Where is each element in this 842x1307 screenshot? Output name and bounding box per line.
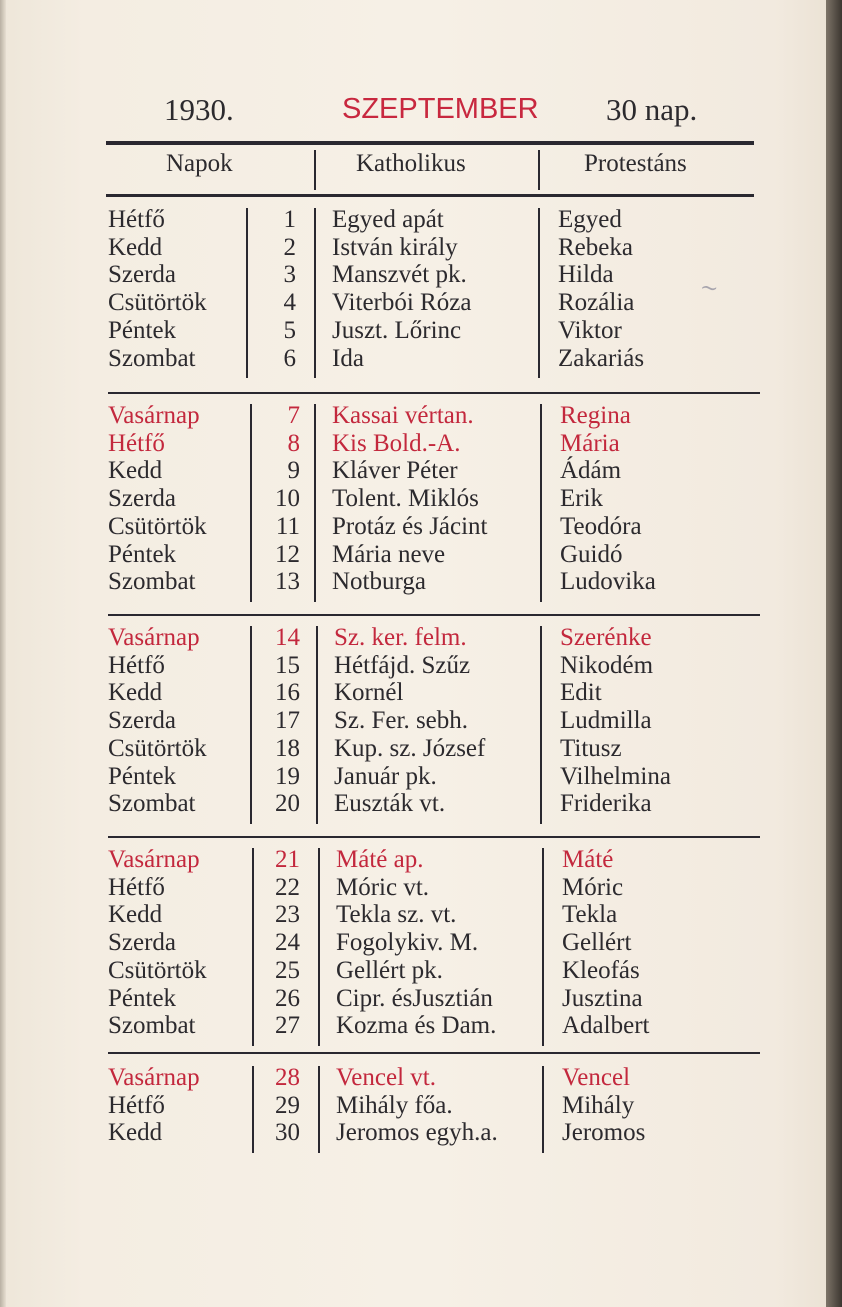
calendar-row [0, 707, 842, 735]
calendar-row [0, 1012, 842, 1040]
weekday-name: Csütörtök [108, 512, 207, 540]
protestant-name-day: Zakariás [558, 344, 645, 372]
catholic-name-day: Kláver Péter [332, 457, 458, 485]
protestant-name-day: Erik [560, 485, 604, 513]
day-number-divider [250, 626, 252, 824]
weekday-name: Kedd [108, 901, 163, 929]
column-divider [542, 1066, 544, 1153]
weekday-name: Szerda [108, 261, 177, 289]
day-number: 21 [275, 846, 300, 873]
protestant-name-day: Rozália [558, 289, 635, 317]
protestant-name-day: Máté [562, 846, 614, 873]
day-number: 7 [287, 402, 300, 429]
calendar-row [0, 457, 842, 485]
day-number: 15 [275, 651, 300, 679]
day-number: 8 [287, 429, 300, 457]
column-divider [540, 626, 542, 824]
catholic-name-day: Móric vt. [336, 873, 430, 901]
calendar-row [0, 345, 842, 373]
calendar-row [0, 1092, 842, 1120]
column-divider [542, 848, 544, 1046]
weekday-name: Kedd [108, 1119, 163, 1147]
protestant-name-day: Adalbert [562, 1012, 650, 1040]
catholic-name-day: Sz. Fer. sebh. [334, 707, 469, 735]
protestant-name-day: Ludmilla [560, 707, 652, 735]
protestant-name-day: Ádám [560, 457, 622, 485]
weekday-name: Szombat [108, 790, 196, 818]
calendar-row [0, 985, 842, 1013]
weekday-name: Hétfő [108, 429, 165, 457]
weekday-name: Szombat [108, 568, 196, 596]
day-number: 9 [287, 457, 300, 485]
protestant-name-day: Szerénke [560, 624, 652, 651]
day-number: 25 [275, 956, 300, 984]
column-divider [314, 208, 316, 378]
weekday-name: Hétfő [108, 206, 165, 233]
month-title: SZEPTEMBER [342, 93, 539, 125]
day-number: 27 [275, 1012, 300, 1040]
day-number: 16 [275, 679, 300, 707]
protestant-name-day: Rebeka [558, 233, 633, 261]
weekday-name: Hétfő [108, 873, 165, 901]
weekday-name: Péntek [108, 316, 177, 344]
weekday-name: Hétfő [108, 651, 165, 679]
catholic-name-day: Euszták vt. [334, 790, 446, 818]
calendar-row [0, 430, 842, 458]
day-number: 26 [275, 984, 300, 1012]
protestant-name-day: Hilda [558, 261, 614, 289]
column-divider [314, 404, 316, 602]
day-number: 13 [275, 568, 300, 596]
calendar-row [0, 874, 842, 902]
column-divider [314, 150, 316, 190]
weekday-name: Szombat [108, 344, 196, 372]
catholic-name-day: Kis Bold.-A. [332, 429, 461, 457]
protestant-name-day: Viktor [558, 316, 622, 344]
weekday-name: Vasárnap [108, 624, 200, 651]
catholic-name-day: Jeromos egyh.a. [336, 1119, 498, 1147]
protestant-name-day: Jeromos [562, 1119, 646, 1147]
protestant-name-day: Friderika [560, 790, 652, 818]
weekday-name: Vasárnap [108, 1064, 200, 1091]
weekday-name: Péntek [108, 540, 177, 568]
day-number: 19 [275, 762, 300, 790]
top-rule [106, 141, 754, 145]
column-header-protestans: Protestáns [584, 150, 687, 177]
calendar-row [0, 652, 842, 680]
day-number: 12 [275, 540, 300, 568]
weekday-name: Szerda [108, 707, 177, 735]
weekday-name: Csütörtök [108, 289, 207, 317]
column-divider [538, 150, 540, 190]
day-number: 3 [283, 261, 296, 289]
catholic-name-day: Sz. ker. felm. [334, 624, 467, 651]
catholic-name-day: Cipr. ésJusztián [336, 984, 493, 1012]
calendar-row [0, 846, 842, 874]
weekday-name: Kedd [108, 679, 163, 707]
protestant-name-day: Nikodém [560, 651, 654, 679]
protestant-name-day: Vencel [562, 1064, 631, 1091]
column-header-rule [106, 194, 754, 197]
catholic-name-day: Gellért pk. [336, 956, 443, 984]
day-number: 18 [275, 734, 300, 762]
catholic-name-day: Protáz és Jácint [332, 512, 488, 540]
calendar-row [0, 679, 842, 707]
weekday-name: Vasárnap [108, 846, 200, 873]
protestant-name-day: Tekla [562, 901, 618, 929]
weekday-name: Szombat [108, 1012, 196, 1040]
catholic-name-day: Mihály főa. [336, 1091, 453, 1119]
day-number: 14 [275, 624, 300, 651]
day-number: 4 [283, 289, 296, 317]
protestant-name-day: Guidó [560, 540, 623, 568]
catholic-name-day: Tolent. Miklós [332, 485, 479, 513]
week-separator [108, 614, 760, 616]
days-count: 30 nap. [606, 92, 698, 127]
day-number: 22 [275, 873, 300, 901]
column-divider [540, 404, 542, 602]
weekday-name: Hétfő [108, 1091, 165, 1119]
calendar-row [0, 234, 842, 262]
weekday-name: Péntek [108, 762, 177, 790]
calendar-row [0, 541, 842, 569]
catholic-name-day: Tekla sz. vt. [336, 901, 457, 929]
catholic-name-day: Viterbói Róza [332, 289, 472, 317]
calendar-row [0, 485, 842, 513]
weekday-name: Kedd [108, 233, 163, 261]
weekday-name: Szerda [108, 929, 177, 957]
day-number: 23 [275, 901, 300, 929]
calendar-row [0, 624, 842, 652]
catholic-name-day: Notburga [332, 568, 426, 596]
calendar-row [0, 735, 842, 763]
protestant-name-day: Mihály [562, 1091, 635, 1119]
year-label: 1930. [164, 92, 234, 127]
catholic-name-day: István király [332, 233, 458, 261]
calendar-row [0, 901, 842, 929]
day-number: 17 [275, 707, 300, 735]
day-number: 11 [275, 512, 300, 540]
weekday-name: Vasárnap [108, 402, 200, 429]
column-header-katholikus: Katholikus [356, 150, 466, 177]
protestant-name-day: Gellért [562, 929, 632, 957]
calendar-row [0, 929, 842, 957]
weekday-name: Szerda [108, 485, 177, 513]
protestant-name-day: Titusz [560, 734, 622, 762]
day-number: 2 [283, 233, 296, 261]
protestant-name-day: Móric [562, 873, 624, 901]
catholic-name-day: Kup. sz. József [334, 734, 486, 762]
calendar-row [0, 568, 842, 596]
weekday-name: Csütörtök [108, 734, 207, 762]
protestant-name-day: Mária [560, 429, 620, 457]
day-number-divider [252, 1066, 254, 1153]
catholic-name-day: Egyed apát [332, 206, 444, 233]
day-number: 6 [283, 344, 296, 372]
day-number: 28 [275, 1064, 300, 1091]
column-divider [318, 1066, 320, 1153]
catholic-name-day: Mária neve [332, 540, 446, 568]
weekday-name: Kedd [108, 457, 163, 485]
pencil-note: ~ [698, 274, 721, 303]
catholic-name-day: Ida [332, 344, 364, 372]
calendar-row [0, 317, 842, 345]
day-number-divider [250, 404, 252, 602]
column-divider [318, 848, 320, 1046]
column-divider [538, 208, 540, 378]
catholic-name-day: Január pk. [334, 762, 437, 790]
calendar-row [0, 957, 842, 985]
calendar-row [0, 1119, 842, 1147]
day-number: 24 [275, 929, 300, 957]
catholic-name-day: Kozma és Dam. [336, 1012, 497, 1040]
weekday-name: Csütörtök [108, 956, 207, 984]
column-divider [316, 626, 318, 824]
catholic-name-day: Máté ap. [336, 846, 424, 873]
week-separator [108, 1052, 760, 1054]
calendar-row [0, 513, 842, 541]
day-number: 30 [275, 1119, 300, 1147]
catholic-name-day: Fogolykiv. M. [336, 929, 479, 957]
day-number: 20 [275, 790, 300, 818]
day-number: 29 [275, 1091, 300, 1119]
day-number: 10 [275, 485, 300, 513]
catholic-name-day: Vencel vt. [336, 1064, 436, 1091]
calendar-row [0, 206, 842, 234]
day-number-divider [246, 208, 248, 378]
protestant-name-day: Kleofás [562, 956, 640, 984]
day-number: 5 [283, 316, 296, 344]
calendar-row [0, 790, 842, 818]
day-number-divider [252, 848, 254, 1046]
catholic-name-day: Kornél [334, 679, 404, 707]
calendar-header [0, 92, 842, 132]
protestant-name-day: Ludovika [560, 568, 656, 596]
protestant-name-day: Edit [560, 679, 602, 707]
weekday-name: Péntek [108, 984, 177, 1012]
week-separator [108, 392, 760, 394]
protestant-name-day: Teodóra [560, 512, 642, 540]
protestant-name-day: Jusztina [562, 984, 643, 1012]
day-number: 1 [283, 206, 296, 233]
catholic-name-day: Manszvét pk. [332, 261, 467, 289]
protestant-name-day: Regina [560, 402, 631, 429]
column-header-napok: Napok [166, 150, 233, 177]
protestant-name-day: Egyed [558, 206, 622, 233]
week-separator [108, 836, 760, 838]
catholic-name-day: Juszt. Lőrinc [332, 316, 462, 344]
protestant-name-day: Vilhelmina [560, 762, 671, 790]
catholic-name-day: Kassai vértan. [332, 402, 474, 429]
calendar-row [0, 763, 842, 791]
calendar-row [0, 402, 842, 430]
calendar-row [0, 1064, 842, 1092]
catholic-name-day: Hétfájd. Szűz [334, 651, 471, 679]
